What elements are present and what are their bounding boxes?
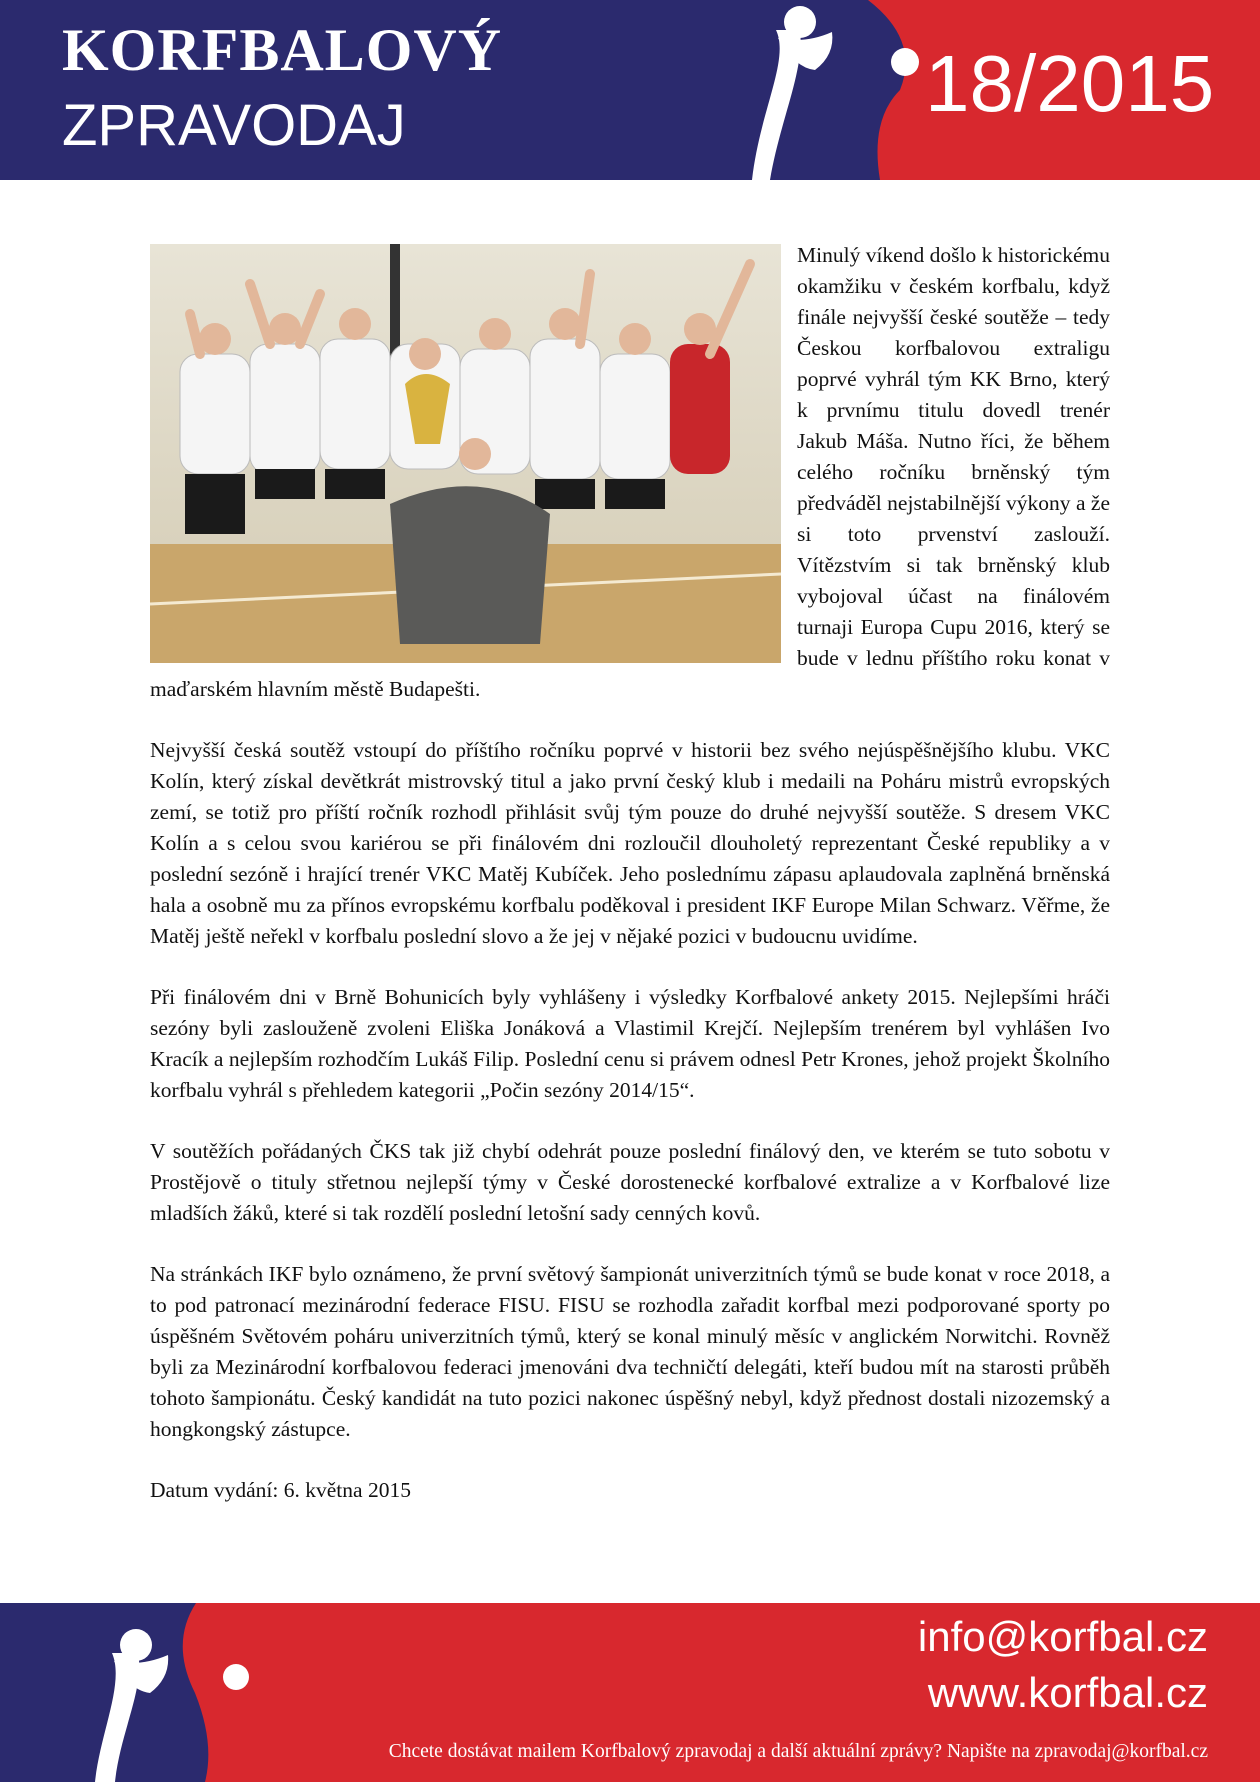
issue-number: 18/2015 [925, 39, 1215, 128]
photo-spacer [150, 240, 797, 663]
header-banner [0, 0, 1260, 180]
article-paragraph-5: Na stránkách IKF bylo oznámeno, že první světový šampionát univerzitních týmů se bude konat v roce 2018, a to pod patronací mezinárodní federace FISU. FISU se rozhodla zařadit korfbal mezi podporované sporty po úspěšném Světovém poháru univerzitních týmů, který se konal minulý měsíc v anglickém Norwitchi. Rovněž byli za Mezinárodní korfbalovou federaci jmenováni dva techničtí delegáti, kteří budou mít na starosti průběh tohoto šampionátu. Český kandidát na tuto pozici nakonec úspěšný nebyl, když přednost dostali nizozemský a hongkongský zástupce. [150, 1262, 1110, 1441]
newsletter-subtitle: ZPRAVODAJ [62, 93, 406, 158]
footer-banner [0, 1603, 1260, 1782]
article-paragraph-4: V soutěžích pořádaných ČKS tak již chybí odehrát pouze poslední finálový den, ve kterém se tuto sobotu v Prostějově o tituly střetnou nejlepší týmy v České dorostenecké korfbalové extralize a v Korfbalové lize mladších žáků, které si tak rozdělí poslední letošní sady cenných kovů. [150, 1139, 1110, 1225]
newsletter-title: KORFBALOVÝ [62, 17, 503, 83]
contact-email[interactable]: info@korfbal.cz [917, 1613, 1208, 1660]
website-link[interactable]: www.korfbal.cz [927, 1669, 1208, 1716]
publication-date: Datum vydání: 6. května 2015 [150, 1478, 411, 1502]
article-paragraph-1: Minulý víkend došlo k historickému okamžiku v českém korfbalu, když finále nejvyšší české soutěže – tedy Českou korfbalovou extraligu poprvé vyhrál tým KK Brno, který k prvnímu titulu dovedl trenér Jakub Máša. Nutno říci, že během celého ročníku brněnský tým předváděl nejstabilnější výkony a že si toto prvenství zaslouží. Vítězstvím si tak brněnský klub vybojoval účast na finálovém turnaji Europa Cupu 2016, který se bude v lednu příštího roku konat v maďarském hlavním městě Budapešti. [150, 243, 1110, 701]
article-paragraph-3: Při finálovém dni v Brně Bohunicích byly vyhlášeny i výsledky Korfbalové ankety 2015. Nejlepšími hráči sezóny byli zaslouženě zvoleni Eliška Jonáková a Vlastimil Krejčí. Nejlepším trenérem byl vyhlášen Ivo Kracík a nejlepším rozhodčím Lukáš Filip. Poslední cenu si právem odnesl Petr Krones, jehož projekt Školního korfbalu vyhrál s přehledem kategorii „Počin sezóny 2014/15“. [150, 985, 1110, 1102]
subscribe-note: Chcete dostávat mailem Korfbalový zpravodaj a další aktuální zprávy? Napište na zpravodaj@korfbal.cz [388, 1741, 1208, 1762]
article-body [150, 240, 1110, 1536]
article-paragraph-2: Nejvyšší česká soutěž vstoupí do příštího ročníku poprvé v historii bez svého nejúspěšnějšího klubu. VKC Kolín, který získal devětkrát mistrovský titul a jako první český klub i medaili na Poháru mistrů evropských zemí, se totiž pro příští ročník rozhodl přihlásit svůj tým pouze do druhé nejvyšší soutěže. S dresem VKC Kolín a s celou svou kariérou se při finálovém dni rozloučil dlouholetý reprezentant České republiky a v poslední sezóně i hrající trenér VKC Matěj Kubíček. Jeho poslednímu zápasu aplaudovala zaplněná brněnská hala a osobně mu za přínos evropskému korfbalu poděkoval i president IKF Europe Milan Schwarz. Věřme, že Matěj ještě neřekl v korfbalu poslední slovo a že jej v nějaké pozici v budoucnu uvidíme. [150, 738, 1110, 948]
